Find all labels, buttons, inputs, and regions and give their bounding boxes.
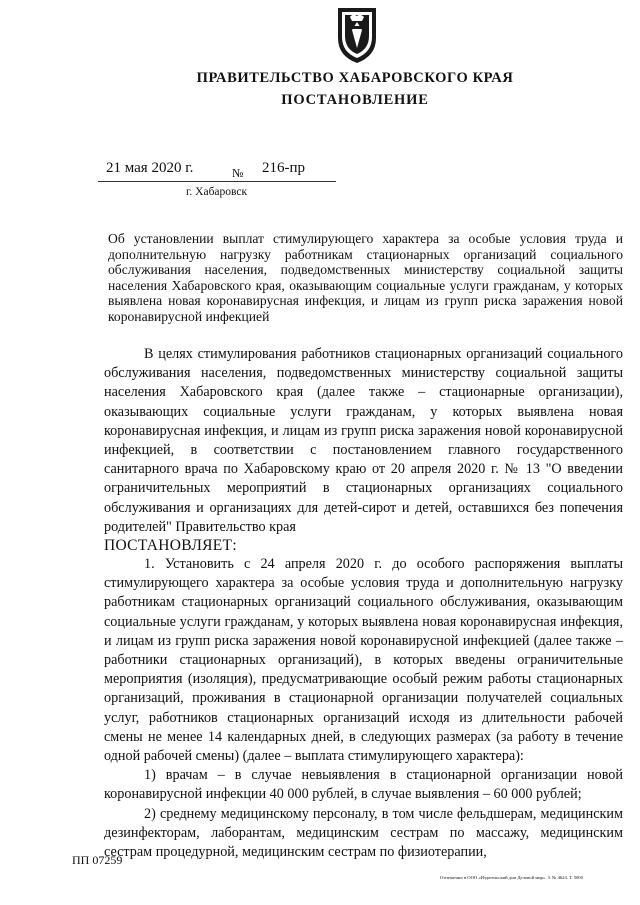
document-date: 21 мая 2020 г.: [106, 160, 194, 176]
number-sign: №: [232, 166, 244, 180]
item-1-2-paragraph: 2) среднему медицинскому персоналу, в том числе фельдшерам, медицинским дезинфекторам, лаборантам, медицинским сестрам по массажу, медицинским сестрам процедурной, медицинским сестрам по физиотерапии,: [104, 805, 623, 861]
item-1-1-paragraph: 1) врачам – в случае невыявления в стационарной организации новой коронавирусной инфекции 40 000 рублей, в случае выявления – 60 000 рублей;: [104, 767, 623, 803]
resolves-heading: ПОСТАНОВЛЯЕТ:: [104, 537, 237, 555]
date-number-underline: [98, 181, 336, 182]
printer-imprint: Отпечатано в ООО «Издательский дом Деловой мир». З. № 4624. Т. 5000: [440, 875, 583, 880]
government-title: ПРАВИТЕЛЬСТВО ХАБАРОВСКОГО КРАЯ: [196, 70, 514, 86]
preamble-paragraph: В целях стимулирования работников стационарных организаций социального обслуживания населения, подведомственных министерству социальной защиты населения Хабаровского края (далее также – стационарные организации), оказывающих социальные услуги гражданам, у которых выявлена новая коронавирусная инфекция, и лицам из групп риска заражения новой коронавирусной инфекцией, в соответствии с постановлением главного государственного санитарного врача по Хабаровскому краю от 20 апреля 2020 г. № 13 "О введении ограничительных мероприятий в стационарных организациях социального обслуживания и организациях для детей-сирот и детей, оставшихся без попечения родителей" Правительство края: [104, 346, 623, 535]
document-number: 216-пр: [262, 160, 306, 176]
item-1-paragraph: 1. Установить с 24 апреля 2020 г. до особого распоряжения выплаты стимулирующего характера за особые условия труда и дополнительную нагрузку работникам стационарных организаций социального обслуживания, оказывающим социальные услуги гражданам, у которых выявлена новая коронавирусная инфекция, и лицам из групп риска заражения новой коронавирусной инфекцией (далее также – работники стационарных организаций), в которых введены ограничительные мероприятия (изоляция), предусматривающие особый режим работы стационарных организаций, проживания в стационарной организации получателей социальных услуг, работников стационарных организаций исходя из длительности рабочей смены не менее 14 календарных дней, в следующих размерах (за работу в течение одной рабочей смены) (далее – выплата стимулирующего характера):: [104, 556, 623, 765]
document-subject: Об установлении выплат стимулирующего характера за особые условия труда и дополнительную нагрузку работникам стационарных организаций социального обслуживания населения, подведомственных министерству социальной защиты населения Хабаровского края, оказывающим социальные услуги гражданам, у которых выявлена новая коронавирусная инфекция, и лицам из групп риска заражения новой коронавирусной инфекцией: [108, 231, 623, 324]
footer-code: ПП 07259: [72, 853, 123, 867]
khabarovsk-coat-of-arms-icon: [332, 4, 382, 66]
document-body: [104, 345, 623, 862]
document-type: ПОСТАНОВЛЕНИЕ: [281, 92, 429, 108]
document-city: г. Хабаровск: [186, 186, 248, 198]
